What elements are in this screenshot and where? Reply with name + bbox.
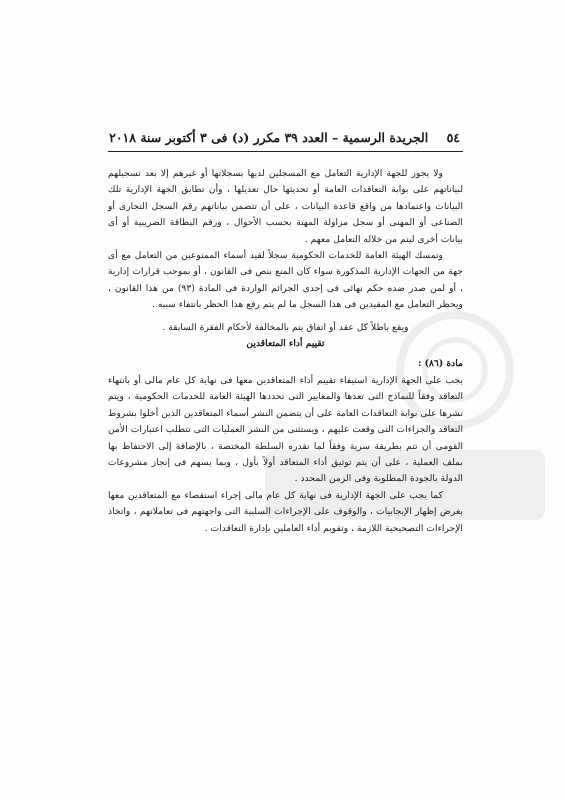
paragraph-void-contracts: ويقع باطلاً كل عقد أو اتفاق يتم بالمخالفة لأحكام الفقرة السابقة . [162, 321, 409, 333]
article-heading: مادة (٨٦) : [418, 358, 463, 370]
page-number: ٥٤ [446, 130, 460, 145]
section-title: تقييم أداء المتعاقدين [246, 338, 325, 350]
gazette-title: الجريدة الرسمية – العدد ٣٩ مكرر (د) فى ٣ أكتوبر سنة ٢٠١٨ [109, 130, 429, 145]
paragraph-registration: ولا يجوز للجهة الإدارية التعامل مع المسجلين لديها بسجلاتها أو غيرهم إلا بعد تسجيلهم لبياناتهم على بوابة التعاقدات العامة أو تحديثها حال تعديلها ، وأن تطابق الجهة الإدارية تلك البيانات واعتمادها من واقع قاعدة البيانات ، على أن تتضمن بياناتهم رقم السجل التجارى أو الصناعى أو المهنى أو سجل مزاولة المهنة بحسب الأحوال ، ورقم البطاقة الضريبية أو أى بيانات أخرى ليتم من خلاله التعامل معهم . [108, 168, 463, 245]
paragraph-prohibited-register: وتمسك الهيئة العامة للخدمات الحكومية سجلاً لقيد أسماء الممنوعين من التعامل مع أى جهة من الجهات الإدارية المذكورة سواء كان المنع بنص فى القانون ، أو بموجب قرارات إدارية ، أو لمن صدر ضده حكم نهائى فى إحدى الجرائم الواردة فى المادة (٩٣) من هذا القانون ، ويحظر التعامل مع المقيدين فى هذا السجل ما لم يتم رفع هذا الحظر بانتفاء سببه . [108, 250, 464, 311]
page-header [109, 130, 460, 145]
paragraph-survey: كما يجب على الجهة الإدارية فى نهاية كل عام مالى إجراء استقصاء مع المتعاقدين معها بغرض إظهار الإيجابيات ، والوقوف على الإجراءات السلبية التى واجهتهم فى تعاملاتهم ، واتخاذ الإجراءات التصحيحية اللازمة ، وتقويم أداء العاملين بإدارة التعاقدات . [108, 489, 463, 534]
header-rule [108, 151, 463, 152]
paragraph-performance-evaluation: يجب على الجهة الإدارية استيفاء تقييم أداء المتعاقدين معها فى نهاية كل عام مالى أو بانتهاء التعاقد وفقاً للنماذج التى تعدها والمعايير التى تحددها الهيئة العامة للخدمات الحكومية ، ويتم نشرها على بوابة التعاقدات العامة على أن يتضمن النشر أسماء المتعاقدين الذين أخلوا بشروط التعاقد والجزاءات التى وقعت عليهم ، ويستثنى من النشر العمليات التى تتطلب اعتبارات الأمن القومى أن تتم بطريقة سرية وفقاً لما تقدره السلطة المختصة ، بالإضافة إلى الاحتفاظ بها بملف العملية ، على أن يتم توثيق أداء المتعاقد أولاً بأول ، وبما يسهم فى إنجاز مشروعات الدولة بالجودة المطلوبة وفى الزمن المحدد . [108, 374, 463, 485]
document-body [108, 166, 463, 537]
